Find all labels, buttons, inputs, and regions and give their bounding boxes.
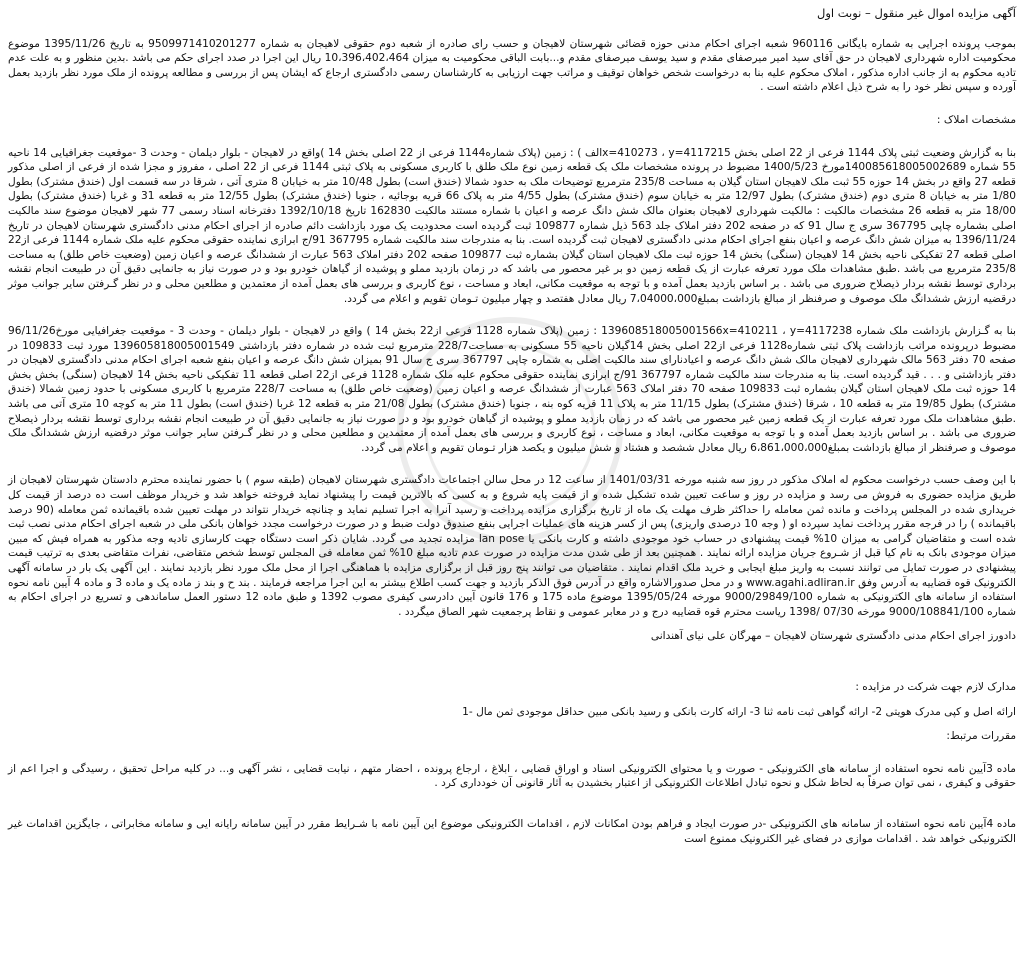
auction-notice-document [8, 6, 1016, 970]
property-1-paragraph: بنا به گزارش وضعیت ثبتی پلاک 1144 فرعی از 22 اصلی بخش x=410273 ، y=4117215الف ) : زمین (پلاک شماره1144 فرعی از 22 اصلی بخش 14 )واقع در لاهیجان - بلوار دیلمان - وحدت 3 -موقعیت جغرافیایی 14 ناحیه 55 شماره 140085618005002689مورخ 1400/5/23 مضبوط در پرونده مشخصات ملک یک قطعه زمین نوع ملک طلق با کاربری مسکونی به پلاک ثبتی 1144 فرعی از 22 اصلی ، مفروز و مجزا شده از فرعی از اصلی مذکور قطعه 27 واقع در بخش 14 حوزه 55 ثبت ملک لاهیجان استان گیلان به مساحت 235/8 مترمربع توضیحات ملک به حدود شمالا (خندق است) بطول 10/48 متر به خیابان 8 متری آتی ، شرقا در سه قسمت اول (خندق مشترک) بطول 1/80 متر به خیابان 8 متری دوم (خندق مشترک) بطول 12/97 متر به خیابان سوم (خندق مشترک) بطول 4/55 متر به پلاک 66 قریه بوجائیه ، جنوبا (خندق مشترک) بطول 12/55 متر به قطعه 31 و غربا (خندق مشترک) بطول 18/00 متر به قطعه 26 مشخصات مالکیت : مالکیت شهرداری لاهیجان بعنوان مالک شش دانگ عرصه و اعیان با شماره مستند مالکیت 162830 تاریخ 1392/10/18 دفترخانه اسناد رسمی 77 شهر لاهیجان موضوع سند مالکیت اصلی بشماره چاپی 367795 سری ج سال 91 که در صفحه 202 دفتر املاک جلد 563 ذیل شماره 109877 ثبت گردیده است محدودیت یک مورد بازداشت دائم صادره از اجرای احکام مدنی دادگستری شهرستان لاهیجان در تاریخ 1396/11/24 به میزان شش دانگ عرصه و اعیان بنفع اجرای احکام مدنی دادگستری لاهیجان ثبت گردیده است. بنا به مندرجات سند مالکیت شماره 367795 91/ج ابرازی نماینده حقوقی محکوم علیه ملک شماره 1144 فرعی از22 اصلی قطعه 27 تفکیکی ناحیه بخش 14 لاهیجان (سنگی) بخش 14 حوزه ثبت ملک لاهیجان استان گیلان بشماره ثبت 109877 صفحه 202 دفتر املاک 563 عبارت از ششدانگ عرصه و اعیان زمین (وضعیت خاص طلق) به مساحت 235/8 مترمربع می باشد .طبق مشاهدات ملک مورد تعرفه عبارت از یک قطعه زمین دو بر غیر محصور می باشد که در زمان بازدید مملو و پوشیده از گیاهان خودرو بود و در صورت نیاز به جانمایی دقیق آن در طبیعت انجام نقشه برداری توسط نقشه بردار ذیصلاح ضروری می باشد . بر اساس بازدید بعمل آمده و با توجه به موقعیت مکانی، ابعاد و مساحت ، نوع کاربری و بررسی های بعمل آمده از معتمدین و مطلعین محلی و در نظر گـرفتن سایر جوانب موثر درقضیه ارزش ششدانگ ملک موصوف و صرفنظر از مبالغ بازداشت بمبلغ7،04000،000 ریال معادل هفتصد و چهار میلیون تـومان تقویم و اعلام می گردد. [8, 146, 1017, 305]
intro-paragraph: بموجب پرونده اجرایی به شماره بایگانی 960116 شعبه اجرای احکام مدنی حوزه قضائی شهرستان لاهیجان و حسب رای صادره از شعبه دوم حقوقی لاهیجان به شماره 9509971410201277 به تاریخ 1395/11/26 موضوع محکومیت اداره شهرداری لاهیجان در حق آقای سید امیر میرصفای مقدم و سید یوسف میرصفای مقدم و...بابت الباقی محکومیت به میزان 10،396،402،464 ریال این اجرا در صدد اجرای حکم می باشد .بدین منظور و به علت عدم تادیه محکوم به از جانب اداره مذکور ، املاک محکوم علیه بنا به درخواست شخص خواهان توقیف و مراتب جهت ارزیابی به کارشناسان رسمی دادگستری ارجاع که ایشان پس از بررسی و مطالعه پرونده از ملک مورد نظر بازدید بعمل آورده و سپس نظر خود را به شرح ذیل اعلام داشته است . [8, 37, 1016, 94]
regs-heading: مقررات مرتبط: [946, 730, 1016, 743]
specs-heading: مشخصات املاک : [936, 113, 1016, 126]
docs-heading: مدارک لازم جهت شرکت در مزایده : [855, 680, 1016, 693]
auction-terms-paragraph: با این وصف حسب درخواست محکوم له املاک مذکور در روز سه شنبه مورخه 1401/03/31 از ساعت 12 در محل سالن اجتماعات دادگستری شهرستان لاهیجان (طبقه سوم ) با حضور نماینده محترم دادستان شهرستان لاهیجان از طریق مزایده حضوری به فروش می رسد و مزایده در روز و ساعت تعیین شده تشکیل شده و از قیمت پایه شروع و به کسی که بالاترین قیمت را پیشنهاد نماید فروخته خواهد شد و خریدار موظف است ده درصد از قیمت کل خریداری شده در المجلس پرداخت و مانده ثمن معامله را حداکثر ظرف مهلت یک ماه از تاریخ برگزاری مزایده پرداخت و رسید آنرا به اجرا تسلیم نماید و چنانچه خریدار نتواند در مهلت تعیین شده باقیمانده ثمن معامله (90 درصد باقیمانده ) را در فرجه مقرر پرداخت نماید سپرده او ( وجه 10 درصدی واریزی) پس از کسر هزینه های عملیات اجرایی بنفع صندوق دولت ضبط و در صورت درخواست مجدد خواهان بانکی ملی در شعبه اجرای احکام مدنی نصب ثبت شده است و متقاضیان گرامی به میزان 10% قیمت پیشنهادی در حساب خود موجودی داشته و کارت بانکی یا lan pose مزایده تجدید می گردد. شایان ذکر است دستگاه جهت کارسازی تادیه وجه مذکور به همراه فیش که مبین میزان موجودی بانک به نام کیا قبل از شـروع جریان مزایده ارائه نمایند . همچنین بعد از طی شدن مدت مزایده در صورت عدم تادیه مبلغ 10% ثمن معامله فی المجلس توسط شخص متقاضی، نفرات متقاضی بعدی به ترتیب قیمت پیشنهادی در صورت تمایل می توانند نسبت به واریز مبلغ ایجابی و خرید ملک اقدام نمایند . متقاضیان می توانند پنج روز قبل از برگزاری مزایده با هماهنگی اجرا از محل ملک مورد نظر بازدید نمایند . این آگهی یک بار در سامانه آگهی الکترونیک قوه قضاییه به آدرس وفق www.agahi.adliran.ir و در محل صدورالاشاره واقع در آدرس فوق الذکر بازدید و جهت کسب اطلاع بیشتر به این اجرا مراجعه فرمایند . بند ح و بند ز ماده یک و ماده 3 و ماده 4 آیین نامه نحوه استفاده از سامانه های الکترونیکی به شماره 9000/29849/100 مورخه 1395/05/24 موضوع ماده 175 و 176 قانون آیین دادرسی کیفری مصوب 1392 و طبق ماده 12 دستور العمل ساماندهی و تسریع در اجرای احکام به شماره 9000/108841/100 مورخه 07/30 /1398 ریاست محترم قوه قضاییه درج و در معابر عمومی و نقاط پرجمعیت شهر الصاق میگردد . [8, 474, 1016, 618]
docs-list: ارائه اصل و کپی مدرک هویتی 2- ارائه گواهی ثبت نامه ثنا 3- ارائه کارت بانکی و رسید بانکی مبین حداقل موجودی ثمن مال -1 [462, 705, 1016, 718]
reg-article-4: ماده 4آیین نامه نحوه استفاده از سامانه های الکترونیکی -در صورت ایجاد و فراهم بودن امکانات لازم ، اقدامات الکترونیکی موضوع این آیین نامه با شـرایط مقرر در آیین سامانه رایانه ایی و سامانه مخابراتی ، جایگزین اقدامات غیر الکترونیکی خواهد شد . اقدامات موازی در فضای غیر الکترونیک ممنوع است [8, 817, 1016, 845]
signature-line: دادورز اجرای احکام مدنی دادگستری شهرستان لاهیجان – مهرگان علی نیای آهندانی [650, 630, 1016, 643]
property-2-paragraph: بنا به گـزارش بازداشت ملک شماره 139608518005001566x=410211 ، y=4117238 : زمین (پلاک شماره 1128 فرعی از22 بخش 14 ) واقع در لاهیجان - بلوار دیلمان - وحدت 3 - موقعیت جغرافیایی مورخ96/11/26 مضبوط درپرونده مراتب بازداشت پلاک ثبتی شماره1128 فرعی از22 اصلی بخش 14گیلان ناحیه 55 مسکونی به مساحت228/7 مترمربع ثبت شده در شماره دفتر بازداشتی 139605818005001549 مورد ثبت 109833 در صفحه 70 دفتر 563 مالک شهرداری لاهیجان مالک شش دانگ عرصه و اعیادنارای سند مالکیت اصلی به شماره چاپی 367797 سری ج سال 91 بمیزان شش دانگ عرصه و اعیان بنفع شعبه اجرای احکام مدنی دادگستری لاهیجان در دفتر بازداشتی و . . . قید گردیده است. بنا به مندرجات سند مالکیت شماره 367797 91/ج ابرازی نماینده حقوقی محکوم علیه ملک شماره 1128 فرعی از22 اصلی قطعه 11 تفکیکی ناحیه بخش 14 لاهیجان (سنگی) بخش بخش 14 حوزه ثبت ملک لاهیجان استان گیلان بشماره ثبت 109833 صفحه 70 دفتر املاک 563 عبارت از ششدانگ عرصه و اعیان زمین (وضعیت خاص طلق) به مساحت 228/7 مترمربع با کاربری مسکونی با حدود زمین شمالا (خندق مشترک) بطول 19/85 متر به قطعه 10 ، شرقا (خندق مشترک) بطول 11/15 متر به پلاک 11 قریه کوه بنه ، جنوبا (خندق مشترک) بطول 21/08 متر به قطعه 12 غربا (خندق است) بطول 11 متر به کوچه 10 متری آتی می باشد .طبق مشاهدات ملک مورد تعرفه عبارت از یک قطعه زمین غیر محصور می باشد که در زمان بازدید مملو و پوشیده از گیاهان خودرو بود و در صورت نیاز به جانمایی دقیق آن در طبیعت انجام نقشه برداری توسط نقشه بردار ذیصلاح ضروری می باشد . بر اساس بازدید بعمل آمده و با توجه به موقعیت مکانی، ابعاد و مساحت ، نوع کاربری و بررسی های بعمل آمده از معتمدین و مطلعین محلی و در نظر گـرفتن سایر جوانب موثر درقضیه ارزش ششدانگ ملک موصوف و صرفنظر از مبالغ بازداشت بمبلغ6،861،000،000 ریال معادل ششصد و هشتاد و شش میلیون و یکصد هزار تـومان تقویم و اعلام می گردد. [8, 325, 1017, 454]
notice-title: آگهی مزایده اموال غیر منقول – نوبت اول [816, 6, 1016, 20]
reg-article-3: ماده 3آیین نامه نحوه استفاده از سامانه های الکترونیکی - صورت و یا محتوای الکترونیکی اسناد و اوراق قضایی ، ابلاغ ، ارجاع پرونده ، احضار متهم ، نیابت قضایی ، نشر آگهی و... در کلیه مراحل تحقیق ، رسیدگی و اجرا اعم از حقوقی و کیفری ، نمی توان صرفاً به لحاظ شکل و نحوه تبادل اطلاعات الکترونیکی از اعتبار بخشیدن به آثار قانونی آن خودداری کرد . [8, 762, 1016, 790]
